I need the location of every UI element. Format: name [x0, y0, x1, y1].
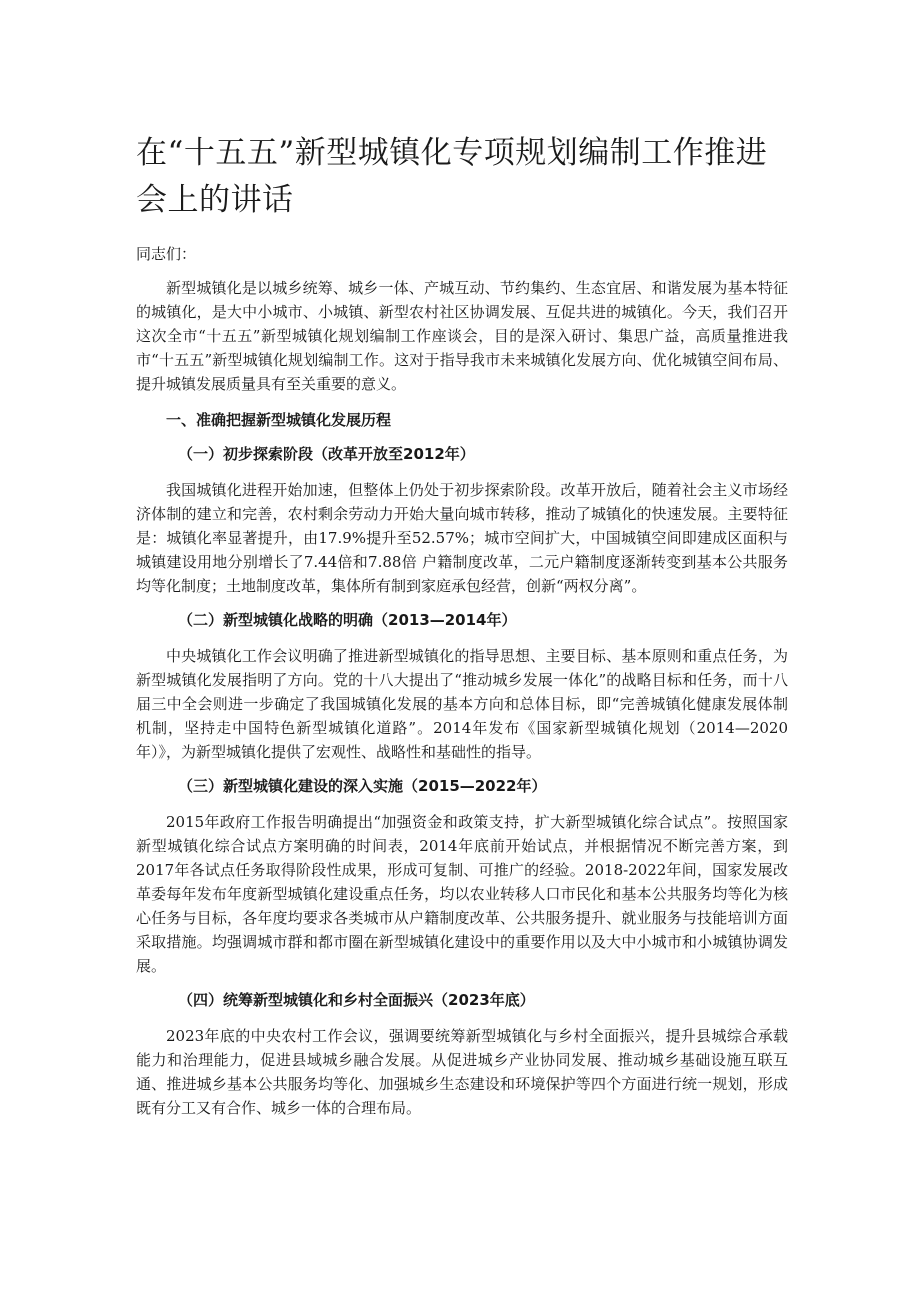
intro-paragraph: 新型城镇化是以城乡统筹、城乡一体、产城互动、节约集约、生态宜居、和谐发展为基本特征的城镇化，是大中小城市、小城镇、新型农村社区协调发展、互促共进的城镇化。今天，我们召开这次全市“十五五”新型城镇化规划编制工作座谈会，目的是深入研讨、集思广益，高质量推进我市“十五五”新型城镇化规划编制工作。这对于指导我市未来城镇化发展方向、优化城镇空间布局、提升城镇发展质量具有至关重要的意义。 — [136, 279, 788, 393]
document-page — [136, 130, 788, 1120]
subsection-heading-1: （一）初步探索阶段（改革开放至2012年） — [178, 445, 475, 463]
section-heading-1: 一、准确把握新型城镇化发展历程 — [166, 411, 392, 429]
document-title: 在“十五五”新型城镇化专项规划编制工作推进会上的讲话 — [136, 135, 768, 218]
subsection-paragraph-1: 我国城镇化进程开始加速，但整体上仍处于初步探索阶段。改革开放后，随着社会主义市场经济体制的建立和完善，农村剩余劳动力开始大量向城市转移，推动了城镇化的快速发展。主要特征是：城镇化率显著提升，由17.9%提升至52.57%；城市空间扩大，中国城镇空间即建成区面积与城镇建设用地分别增长了7.44倍和7.88倍 户籍制度改革，二元户籍制度逐渐转变到基本公共服务均等化制度；土地制度改革，集体所有制到家庭承包经营，创新“两权分离”。 — [136, 481, 788, 595]
subsection-heading-3: （三）新型城镇化建设的深入实施（2015—2022年） — [178, 777, 547, 795]
subsection-paragraph-4: 2023年底的中央农村工作会议，强调要统筹新型城镇化与乡村全面振兴，提升县城综合承载能力和治理能力，促进县域城乡融合发展。从促进城乡产业协同发展、推动城乡基础设施互联互通、推进城乡基本公共服务均等化、加强城乡生态建设和环境保护等四个方面进行统一规划，形成既有分工又有合作、城乡一体的合理布局。 — [136, 1027, 788, 1117]
salutation: 同志们： — [136, 245, 197, 263]
subsection-paragraph-2: 中央城镇化工作会议明确了推进新型城镇化的指导思想、主要目标、基本原则和重点任务，为新型城镇化发展指明了方向。党的十八大提出了“推动城乡发展一体化”的战略目标和任务，而十八届三中全会则进一步确定了我国城镇化发展的基本方向和总体目标，即“完善城镇化健康发展体制机制，坚持走中国特色新型城镇化道路”。2014年发布《国家新型城镇化规划（2014—2020年）》，为新型城镇化提供了宏观性、战略性和基础性的指导。 — [136, 647, 788, 761]
subsection-heading-4: （四）统筹新型城镇化和乡村全面振兴（2023年底） — [178, 991, 535, 1009]
subsection-paragraph-3: 2015年政府工作报告明确提出“加强资金和政策支持，扩大新型城镇化综合试点”。按照国家新型城镇化综合试点方案明确的时间表，2014年底前开始试点，并根据情况不断完善方案，到2017年各试点任务取得阶段性成果，形成可复制、可推广的经验。2018-2022年间，国家发展改革委每年发布年度新型城镇化建设重点任务，均以农业转移人口市民化和基本公共服务均等化为核心任务与目标，各年度均要求各类城市从户籍制度改革、公共服务提升、就业服务与技能培训方面采取措施。均强调城市群和都市圈在新型城镇化建设中的重要作用以及大中小城市和小城镇协调发展。 — [136, 813, 788, 975]
subsection-heading-2: （二）新型城镇化战略的明确（2013—2014年） — [178, 611, 517, 629]
